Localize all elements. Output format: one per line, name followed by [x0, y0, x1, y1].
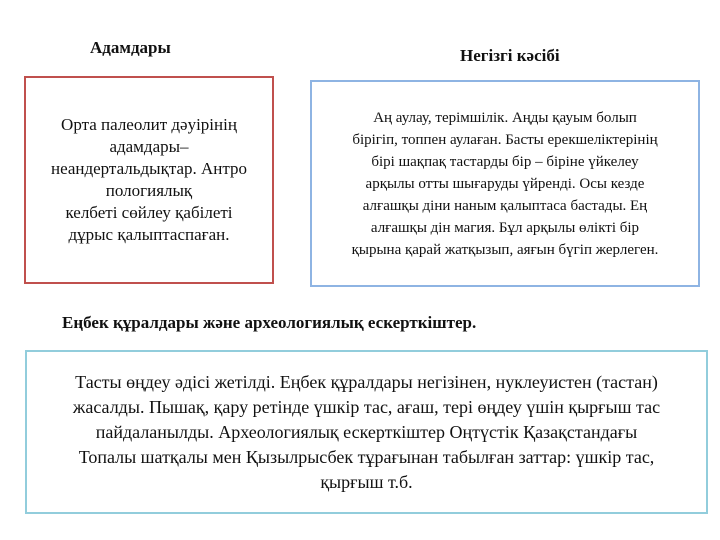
people-text-box — [24, 76, 274, 284]
people-line: пологиялық — [105, 181, 193, 200]
people-line: адамдары– — [109, 137, 189, 156]
people-heading: Адамдары — [90, 38, 171, 57]
occupation-text — [352, 107, 659, 261]
occupation-text-box — [310, 80, 700, 287]
occupation-line: арқылы отты шығаруды үйренді. Осы кезде — [365, 175, 645, 192]
tools-text — [73, 370, 660, 495]
occupation-heading: Негізгі кәсібі — [460, 46, 560, 65]
occupation-line: алғашқы діни наным қалыптаса бастады. Ең — [362, 197, 648, 214]
people-line: дұрыс қалыптаспаған. — [68, 225, 230, 244]
occupation-line: қырына қарай жатқызып, аяғын бүгіп жерлеген. — [351, 241, 659, 258]
tools-line: пайдаланылды. Археологиялық ескерткіштер Оңтүстік Қазақстандағы — [95, 421, 638, 442]
tools-line: Топалы шатқалы мен Қызылрысбек тұрағынан табылған заттар: үшкір тас, — [78, 446, 655, 467]
occupation-line: Аң аулау, терімшілік. Аңды қауым болып — [373, 109, 637, 126]
people-line: Орта палеолит дәуірінің — [61, 115, 237, 134]
tools-line: жасалды. Пышақ, қару ретінде үшкір тас, ағаш, тері өңдеу үшін қырғыш тас — [72, 396, 661, 417]
tools-line: қырғыш т.б. — [320, 471, 413, 492]
tools-text-box — [25, 350, 708, 514]
occupation-line: бірі шақпақ тастарды бір – біріне үйкелеу — [371, 153, 639, 170]
occupation-line: алғашқы дін магия. Бұл арқылы өлікті бір — [370, 219, 640, 236]
people-line: неандертальдықтар. Антро — [50, 159, 248, 178]
tools-line: Тасты өңдеу әдісі жетілді. Еңбек құралдары негізінен, нуклеуистен (тастан) — [75, 371, 658, 392]
occupation-line: бірігіп, топпен аулаған. Басты ерекшеліктерінің — [352, 131, 658, 148]
people-line: келбеті сөйлеу қабілеті — [65, 203, 233, 222]
people-text — [51, 114, 247, 246]
tools-heading: Еңбек құралдары және археологиялық ескерткіштер. — [62, 313, 477, 332]
